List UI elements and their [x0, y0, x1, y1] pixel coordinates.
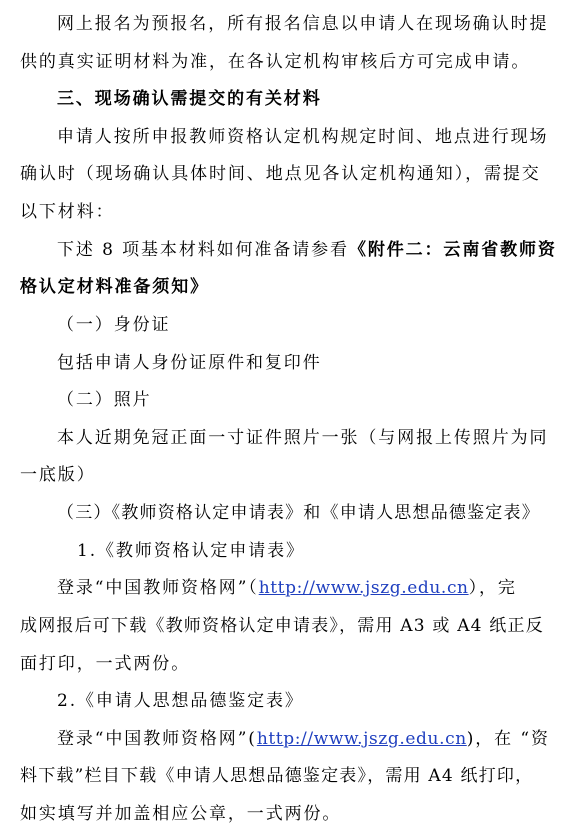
item-3-sub-2-line-3: 如实填写并加盖相应公章，一式两份。 [20, 804, 342, 824]
section-3-heading: 三、现场确认需提交的有关材料 [57, 89, 322, 109]
item-1-heading: （一）身份证 [57, 315, 171, 335]
jszg-link[interactable]: http://www.jszg.edu.cn [258, 578, 469, 598]
item-2-line-1: 本人近期免冠正面一寸证件照片一张（与网报上传照片为同 [57, 428, 549, 448]
para-2-text: 下述 8 项基本材料如何准备请参看 [57, 240, 349, 260]
intro-line-1: 网上报名为预报名，所有报名信息以申请人在现场确认时提 [57, 14, 549, 34]
intro-line-2: 供的真实证明材料为准，在各认定机构审核后方可完成申请。 [20, 52, 531, 72]
sub-1-login-text: 登录“中国教师资格网”（ [57, 578, 259, 598]
section-3-para-1-line-2: 确认时（现场确认具体时间、地点见各认定机构通知），需提交 [20, 164, 541, 184]
section-3-para-1-line-1: 申请人按所申报教师资格认定机构规定时间、地点进行现场 [57, 127, 549, 147]
item-3-sub-2-line-2: 料下载”栏目下载《申请人思想品德鉴定表》，需用 A4 纸打印， [20, 766, 534, 786]
sub-2-login-text-end: )，在 “资 [466, 729, 550, 749]
section-3-para-2-line-2: 格认定材料准备须知》 [20, 277, 209, 297]
attachment-2-reference: 《附件二：云南省教师资 [348, 240, 557, 260]
item-1-text: 包括申请人身份证原件和复印件 [57, 353, 322, 373]
section-3-para-1-line-3: 以下材料： [20, 202, 115, 222]
item-3-sub-1-heading: 1.《教师资格认定申请表》 [77, 541, 305, 561]
item-3-sub-1-line-1 [57, 576, 517, 600]
section-3-para-2-line-1 [57, 238, 557, 262]
item-2-heading: （二）照片 [57, 390, 152, 410]
item-3-heading: （三）《教师资格认定申请表》和《申请人思想品德鉴定表》 [57, 503, 540, 523]
item-3-sub-1-line-3: 面打印，一式两份。 [20, 654, 191, 674]
item-3-sub-2-heading: 2.《申请人思想品德鉴定表》 [57, 691, 304, 711]
sub-1-login-text-end: ），完 [468, 578, 517, 598]
item-3-sub-1-line-2: 成网报后可下载《教师资格认定申请表》，需用 A3 或 A4 纸正反 [20, 616, 544, 636]
sub-2-login-text: 登录“中国教师资格网”( [57, 729, 257, 749]
item-3-sub-2-line-1 [57, 727, 550, 751]
jszg-link-2[interactable]: http://www.jszg.edu.cn [256, 729, 467, 749]
item-2-line-2: 一底版） [20, 465, 96, 485]
